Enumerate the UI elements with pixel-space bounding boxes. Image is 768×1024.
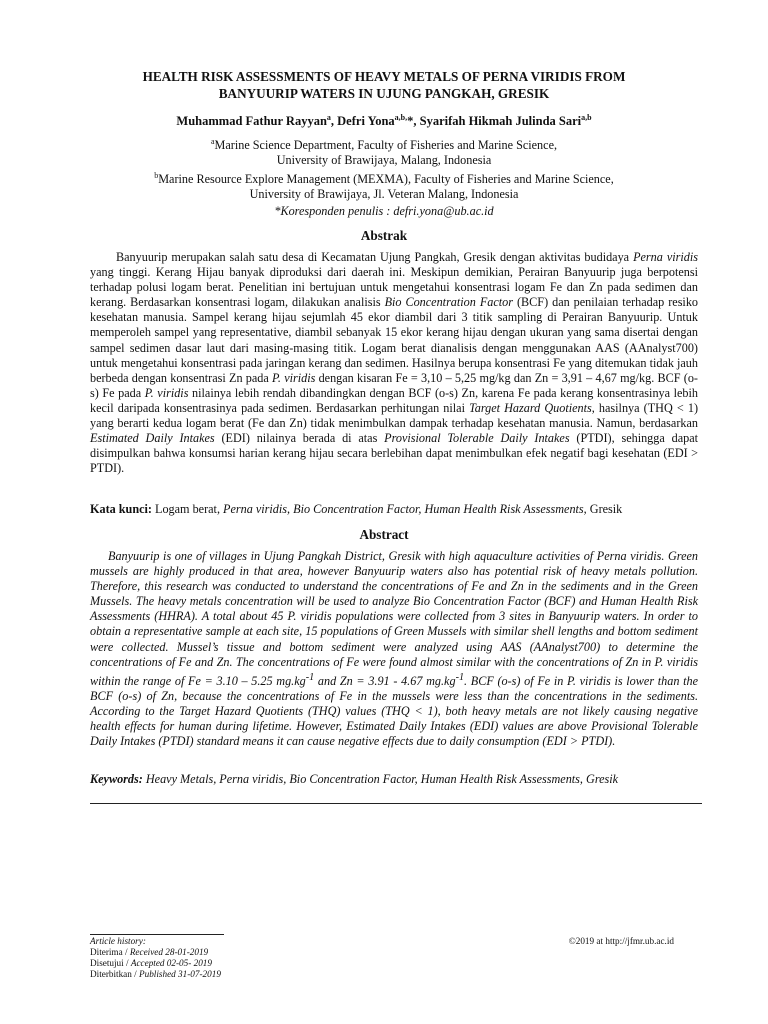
kata-kunci-text: Gresik xyxy=(586,502,623,516)
abstract-text: . BCF (o-s) of Fe in P. viridis is lower than the BCF (o-s) of Zn, because the concentrations of Fe in the mussels were less than the concentrations in the sediments. According to the Target Hazard Quotients (THQ) values (THQ < 1), both heavy metals are not likely causing negative health effects for human during lifetime. However, Estimated Daily Intakes (EDI) values are above Provisional Tolerable Daily Intakes (PTDI) standard means it can cause negative effects due to daily consumption (EDI > PTDI). xyxy=(90,673,698,749)
abstrak-italic: Perna viridis xyxy=(633,250,698,264)
corresponding-author: *Koresponden penulis : defri.yona@ub.ac.id xyxy=(274,204,494,218)
paper-title xyxy=(90,68,678,102)
author-affiliation-mark: a,b xyxy=(581,113,592,122)
affiliation-a-line-2: University of Brawijaya, Malang, Indonesia xyxy=(276,153,492,168)
kata-kunci xyxy=(90,502,622,517)
author-affiliation-mark: a,b, xyxy=(394,113,408,122)
abstrak-italic: Estimated Daily Intakes xyxy=(90,431,215,446)
section-divider xyxy=(90,803,702,804)
affiliation-mark: b xyxy=(154,171,159,181)
abstract-superscript: -1 xyxy=(305,671,315,683)
history-received xyxy=(90,947,221,958)
abstract-superscript: -1 xyxy=(455,671,465,683)
abstrak-paragraph xyxy=(90,250,698,476)
kata-kunci-italic: Perna viridis, Bio Concentration Factor, Human Health Risk Assessments, xyxy=(223,502,587,516)
keywords-text: Heavy Metals, Perna viridis, Bio Concentration Factor, Human Health Risk Assessments, Gresik xyxy=(142,772,619,786)
abstrak-heading: Abstrak xyxy=(360,228,408,243)
affiliation-b-line-1 xyxy=(90,168,678,187)
abstract-heading: Abstract xyxy=(359,527,409,542)
affiliation-mark: a xyxy=(210,137,215,146)
affiliation-b-line-2: University of Brawijaya, Jl. Veteran Malang, Indonesia xyxy=(249,187,519,202)
history-published xyxy=(90,969,221,980)
author-separator: , xyxy=(330,114,338,129)
history-received-prefix: Diterima / xyxy=(90,947,130,957)
history-accepted-date: Accepted 02-05- 2019 xyxy=(130,958,212,968)
abstrak-italic: P. viridis xyxy=(144,385,189,400)
history-received-date: Received 28-01-2019 xyxy=(129,947,209,957)
abstrak-text: Banyuurip merupakan salah satu desa di Kecamatan Ujung Pangkah, Gresik dengan aktivitas budidaya xyxy=(116,250,634,264)
abstrak-italic: Provisional Tolerable Daily Intakes xyxy=(384,431,570,446)
title-line-2: BANYUURIP WATERS IN UJUNG PANGKAH, GRESIK xyxy=(218,86,550,101)
affiliation-text: Marine Science Department, Faculty of Fisheries and Marine Science, xyxy=(214,138,558,153)
author-list xyxy=(90,110,678,129)
abstrak-italic: Bio Concentration Factor xyxy=(384,295,514,310)
copyright-notice: ©2019 at http://jfmr.ub.ac.id xyxy=(568,936,674,946)
abstrak-italic: Target Hazard Quotients xyxy=(469,400,592,415)
author-name: Syarifah Hikmah Julinda Sari xyxy=(419,114,582,129)
affiliation-text: Marine Resource Explore Management (MEXMA), Faculty of Fisheries and Marine Science, xyxy=(158,172,614,187)
abstrak-text: (PTDI), sehingga dapat disimpulkan bahwa konsumsi harian kerang hijau secara berlebihan dapat menimbulkan efek negatif bagi kesehatan (EDI > PTDI). xyxy=(90,431,698,476)
history-published-prefix: Diterbitkan / xyxy=(90,969,139,979)
abstrak-text: yang tinggi. Kerang Hijau banyak diproduksi dari daerah ini. Meskipun demikian, Perairan Banyuurip juga berpotensi terhadap polusi logam berat. Penelitian ini bertujuan untuk mengetahui konsentrasi logam Fe dan Zn pada sedimen dan kerang. Berdasarkan konsentrasi logam, dilakukan analisis xyxy=(90,265,698,310)
abstract-text: and Zn = 3.91 - 4.67 mg.kg xyxy=(314,673,456,688)
keywords-label: Keywords: xyxy=(90,772,143,786)
author-affiliation-mark: a xyxy=(326,113,331,122)
abstrak-italic: P. viridis xyxy=(272,370,316,385)
abstrak-text: nilainya lebih rendah dibandingkan dengan BCF (o-s) Zn, karena Fe pada kerang konsentrasinya lebih kecil daripada konsentrasinya pada sedimen. Berdasarkan perhitungan nilai xyxy=(90,385,698,415)
keywords xyxy=(90,772,618,787)
abstract-paragraph xyxy=(90,549,698,749)
history-accepted-prefix: Disetujui / xyxy=(90,958,131,968)
abstrak-text: (EDI) nilainya berada di atas xyxy=(214,431,385,446)
kata-kunci-text: Logam berat, xyxy=(151,502,224,516)
kata-kunci-label: Kata kunci: xyxy=(90,502,152,516)
history-published-date: Published 31-07-2019 xyxy=(139,969,221,979)
history-accepted xyxy=(90,958,221,969)
abstract-text: Banyuurip is one of villages in Ujung Pangkah District, Gresik with high aquaculture activities of Perna viridis. Green mussels are highly produced in that area, however Banyuurip waters also has potential risk of heavy metals pollution. Therefore, this research was conducted to understand the concentrations of Fe and Zn in the sediments and in the Green Mussels. The heavy metals concentration will be used to analyze Bio Concentration Factor (BCF) and Human Health Risk Assessments (HHRA). A total about 45 P. viridis populations were collected from 3 sites in Banyuurip waters. In order to obtain a representative sample at each site, 15 populations of Green Mussels with similar shell lengths and bottom sediment were collected. Mussel’s tissue and bottom sediment were analyzed using AAS (AAnalyst700) to determine the concentrations of Fe and Zn. The concentrations of Fe were found almost similar with the concentrations of Zn in P. viridis within the range of Fe = 3.10 – 5.25 mg.kg xyxy=(90,549,698,688)
history-label xyxy=(90,936,221,947)
author-separator: *, xyxy=(407,114,420,129)
abstrak-text: dengan kisaran Fe = 3,10 – 5,25 mg/kg dan Zn = 3,91 – 4,67 mg/kg. BCF (o-s) Fe pada xyxy=(90,370,698,400)
footer-divider xyxy=(90,934,224,935)
affiliation-a-line-1 xyxy=(90,134,678,153)
article-history xyxy=(90,936,221,980)
author-name: Defri Yona xyxy=(337,114,395,129)
abstrak-text: , hasilnya (THQ < 1) yang berarti kedua logam berat (Fe dan Zn) tidak menimbulkan dampak terhadap kesehatan manusia. Namun, berdasarkan xyxy=(90,400,699,431)
abstrak-text: (BCF) dan penilaian terhadap resiko kesehatan manusia. Sampel kerang hijau sejumlah 45 ekor diambil dari 3 titik sampling di Perairan Banyuurip. Untuk memperoleh sampel yang representative, diambil sebanyak 15 ekor kerang hijau dengan ukuran yang sama disertai dengan sampel sedimen dasar laut dari masing-masing titik. Logam berat dianalisis dengan menggunakan AAS (AAnalyst700) untuk mengetahui konsentrasi pada jaringan kerang dan sedimen. Hasilnya berupa konsentrasi Fe yang ditemukan tidak jauh berbeda dengan konsentrasi Zn pada xyxy=(90,295,699,385)
affiliations xyxy=(90,134,678,202)
history-label-text: Article history: xyxy=(90,936,146,946)
author-name: Muhammad Fathur Rayyan xyxy=(176,114,327,129)
title-line-1: HEALTH RISK ASSESSMENTS OF HEAVY METALS OF PERNA VIRIDIS FROM xyxy=(142,69,626,84)
